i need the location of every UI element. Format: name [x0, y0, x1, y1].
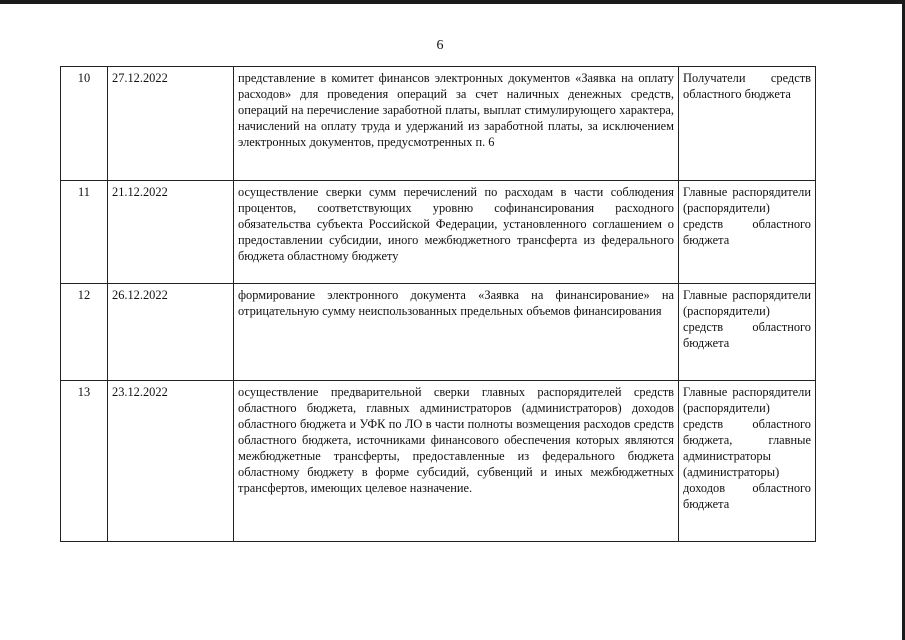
row-description: формирование электронного документа «Заявка на финансирование» на отрицательную сумму неиспользованных предельных объемов финансирования: [234, 284, 679, 381]
page-number: 6: [436, 38, 444, 53]
row-date: 21.12.2022: [108, 181, 234, 284]
row-number: 13: [61, 381, 108, 542]
row-responsible: Получатели средств областного бюджета: [679, 67, 816, 181]
row-responsible: Главные распорядители (распорядители) средств областного бюджета: [679, 181, 816, 284]
table-row: [61, 284, 816, 381]
table-row: [61, 67, 816, 181]
row-description: осуществление сверки сумм перечислений по расходам в части соблюдения процентов, соответствующих уровню софинансирования расходного обязательства субъекта Российской Федерации, установленного соглашением о предоставлении субсидии, иного межбюджетного трансферта из федерального бюджета областному бюджету: [234, 181, 679, 284]
scan-border-top: [0, 0, 905, 4]
row-date: 23.12.2022: [108, 381, 234, 542]
row-number: 10: [61, 67, 108, 181]
row-date: 26.12.2022: [108, 284, 234, 381]
row-responsible: Главные распорядители (распорядители) средств областного бюджета, главные администраторы (администраторы) доходов областного бюджета: [679, 381, 816, 542]
row-number: 12: [61, 284, 108, 381]
row-number: 11: [61, 181, 108, 284]
schedule-table: [60, 66, 816, 542]
row-date: 27.12.2022: [108, 67, 234, 181]
row-description: осуществление предварительной сверки главных распорядителей средств областного бюджета, главных администраторов (администраторов) доходов областного бюджета и УФК по ЛО в части полноты возмещения расходов средств областного бюджета, источниками финансового обеспечения которых являются межбюджетные трансферты, предоставленные из федерального бюджета областному бюджету в форме субсидий, субвенций и иных межбюджетных трансфертов, имеющих целевое назначение.: [234, 381, 679, 542]
row-responsible: Главные распорядители (распорядители) средств областного бюджета: [679, 284, 816, 381]
table-row: [61, 381, 816, 542]
row-description: представление в комитет финансов электронных документов «Заявка на оплату расходов» для проведения операций за счет наличных денежных средств, операций на перечисление заработной платы, выплат стимулирующего характера, начислений на оплату труда и удержаний из заработной платы, за исключением электронных документов, предусмотренных п. 6: [234, 67, 679, 181]
table-row: [61, 181, 816, 284]
